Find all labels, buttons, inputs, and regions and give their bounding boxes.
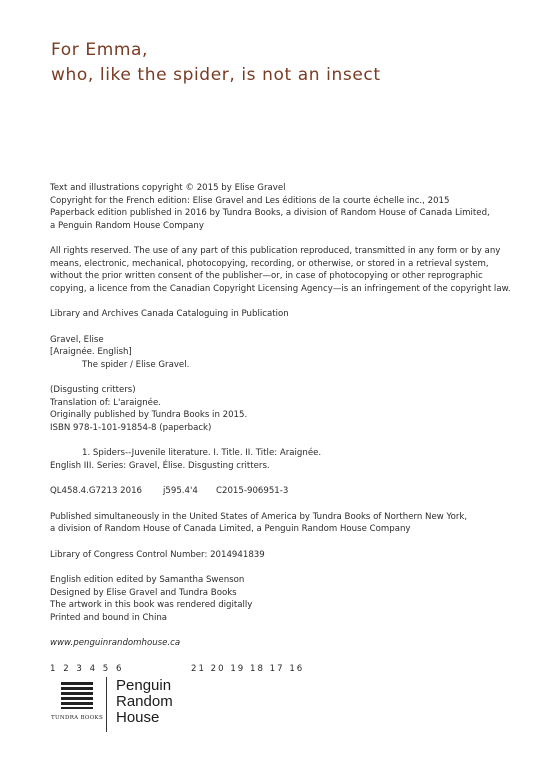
cip-subjects: 1. Spiders--Juvenile literature. I. Title. II. Title: Araignée. bbox=[82, 448, 322, 458]
rights-line: means, electronic, mechanical, photocopying, recording, or otherwise, or stored in a retrieval system, bbox=[50, 258, 489, 269]
printing-numbers-right: 21 20 19 18 17 16 bbox=[191, 663, 305, 674]
prh-line: Penguin bbox=[116, 677, 172, 694]
classification-row bbox=[50, 485, 530, 498]
published-line: a division of Random House of Canada Limited, a Penguin Random House Company bbox=[50, 524, 411, 534]
copyright-line: Paperback edition published in 2016 by Tundra Books, a division of Random House of Canada Limited, bbox=[50, 208, 490, 218]
credit-line: Printed and bound in China bbox=[50, 612, 168, 623]
dedication bbox=[51, 38, 381, 88]
tundra-books-wordmark: TUNDRA BOOKS bbox=[50, 715, 104, 721]
printing-numbers bbox=[50, 663, 530, 676]
rights-line: copying, a licence from the Canadian Copyright Licensing Agency—is an infringement of the copyright law. bbox=[50, 283, 511, 294]
cip-original-title: [Araignée. English] bbox=[50, 347, 132, 357]
cip-number: C2015-906951-3 bbox=[216, 486, 289, 496]
rights-line: All rights reserved. The use of any part of this publication reproduced, transmitted in any form or by any bbox=[50, 246, 501, 256]
rights-line: without the prior written consent of the publisher—or, in case of photocopying or other reprographic bbox=[50, 271, 483, 281]
prh-line: House bbox=[116, 709, 160, 726]
credit-line: Designed by Elise Gravel and Tundra Books bbox=[50, 587, 237, 598]
penguin-random-house-logo bbox=[116, 678, 173, 726]
copyright-line: Copyright for the French edition: Elise Gravel and Les éditions de la courte échelle inc., 2015 bbox=[50, 195, 450, 206]
printing-numbers-left: 1 2 3 4 5 6 bbox=[50, 663, 124, 674]
website: www.penguinrandomhouse.ca bbox=[50, 638, 181, 648]
cip-original-publication: Originally published by Tundra Books in 2015. bbox=[50, 410, 248, 420]
copyright-block bbox=[50, 182, 530, 675]
dedication-line-2: who, like the spider, is not an insect bbox=[51, 65, 381, 85]
cip-heading: Library and Archives Canada Cataloguing in Publication bbox=[50, 309, 289, 319]
credit-line: English edition edited by Samantha Swenson bbox=[50, 575, 245, 585]
copyright-line: a Penguin Random House Company bbox=[50, 220, 204, 231]
dewey-classification: j595.4'4 bbox=[163, 486, 198, 496]
prh-line: Random bbox=[116, 693, 173, 710]
copyright-line: Text and illustrations copyright © 2015 by Elise Gravel bbox=[50, 183, 286, 193]
credit-line: The artwork in this book was rendered digitally bbox=[50, 600, 253, 610]
cip-author: Gravel, Elise bbox=[50, 334, 104, 345]
cip-series: (Disgusting critters) bbox=[50, 385, 136, 395]
loc-control-number: Library of Congress Control Number: 2014941839 bbox=[50, 549, 265, 560]
dedication-line-1: For Emma, bbox=[51, 40, 149, 60]
cip-title: The spider / Elise Gravel. bbox=[82, 359, 190, 370]
cip-subjects: English III. Series: Gravel, Élise. Disgusting critters. bbox=[50, 460, 270, 471]
logo-divider bbox=[106, 677, 107, 732]
lc-classification: QL458.4.G7213 2016 bbox=[50, 486, 143, 496]
isbn: ISBN 978-1-101-91854-8 (paperback) bbox=[50, 422, 212, 433]
published-line: Published simultaneously in the United States of America by Tundra Books of Northern New York, bbox=[50, 511, 468, 522]
cip-translation: Translation of: L'araignée. bbox=[50, 397, 161, 408]
